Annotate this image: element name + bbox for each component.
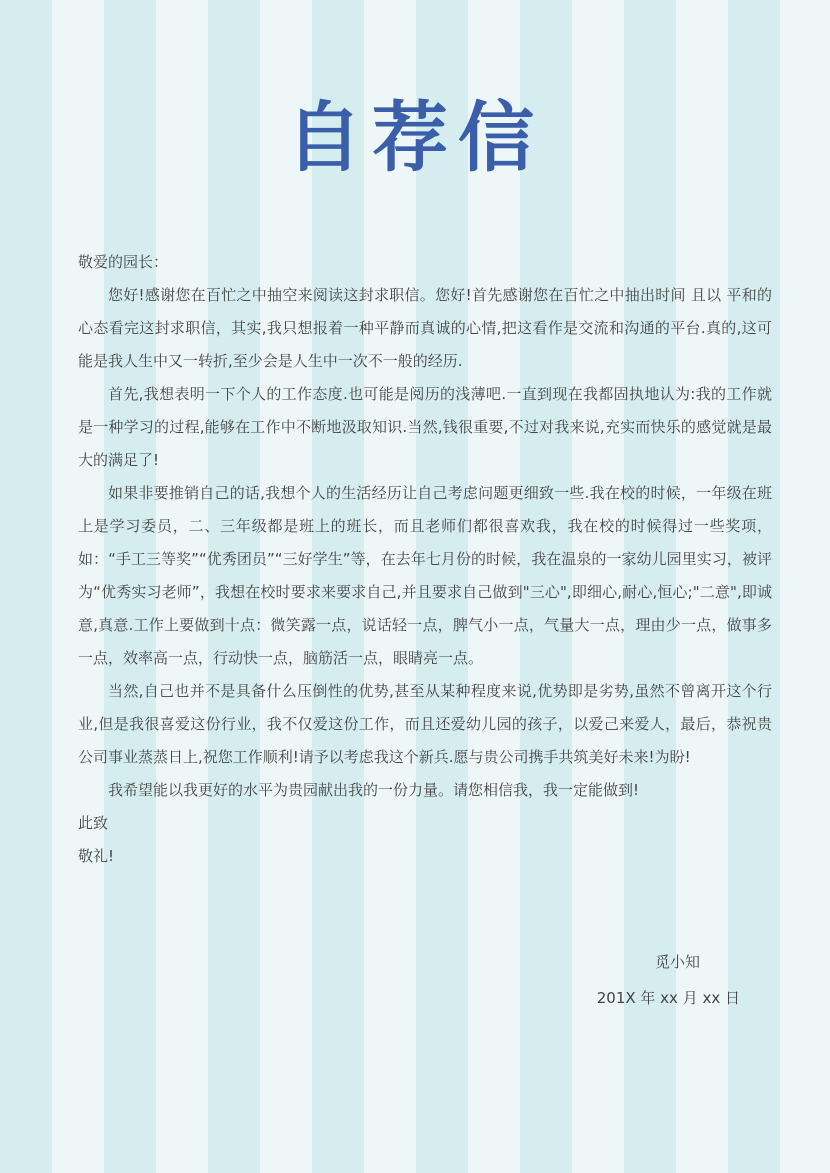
- paragraph-hope: 我希望能以我更好的水平为贵园献出我的一份力量。请您相信我，我一定能做到!: [108, 781, 640, 799]
- salutation: 敬爱的园长：: [78, 253, 169, 271]
- paragraph-attitude: 首先,我想表明一下个人的工作态度.也可能是阅历的浅薄吧.一直到现在我都固执地认为:我的工作就是一种学习的过程,能够在工作中不断地汲取知识.当然,钱很重要,不过对我来说,充实而快乐的感觉就是最大的满足了!: [78, 385, 772, 469]
- signature: 觅小知: [654, 953, 700, 971]
- letter-title: 自荐信: [286, 93, 544, 182]
- letter-body: [78, 246, 772, 873]
- paragraph-intro: 您好!感谢您在百忙之中抽空来阅读这封求职信。您好!首先感谢您在百忙之中抽出时间 且以 平和的心态看完这封求职信，其实,我只想报着一种平静而真诚的心情,把这看作是交流和沟通的平台.真的,这可能是我人生中又一转折,至少会是人生中一次不一般的经历.: [78, 286, 772, 370]
- closing-jingli: 敬礼!: [78, 847, 115, 865]
- letter-date: 201X 年 xx 月 xx 日: [596, 989, 740, 1007]
- paragraph-conclusion: 当然,自己也并不是具备什么压倒性的优势,甚至从某种程度来说,优势即是劣势,虽然不曾离开这个行业,但是我很喜爱这份行业，我不仅爱这份工作，而且还爱幼儿园的孩子，以爱己来爱人，最后，恭祝贵公司事业蒸蒸日上,祝您工作顺利!请予以考虑我这个新兵.愿与贵公司携手共筑美好未来!为盼!: [78, 682, 772, 766]
- closing-cizhi: 此致: [78, 814, 109, 832]
- paragraph-experience: 如果非要推销自己的话,我想个人的生活经历让自己考虑问题更细致一些.我在校的时候，一年级在班上是学习委员，二、三年级都是班上的班长，而且老师们都很喜欢我，我在校的时候得过一些奖项，如：“手工三等奖”“优秀团员”“三好学生”等，在去年七月份的时候，我在温泉的一家幼儿园里实习，被评为“优秀实习老师”，我想在校时要求来要求自己,并且要求自己做到"三心",即细心,耐心,恒心;"二意",即诚意,真意.工作上要做到十点：微笑露一点，说话轻一点，脾气小一点，气量大一点，理由少一点，做事多一点，效率高一点，行动快一点，脑筋活一点，眼睛亮一点。: [78, 484, 772, 667]
